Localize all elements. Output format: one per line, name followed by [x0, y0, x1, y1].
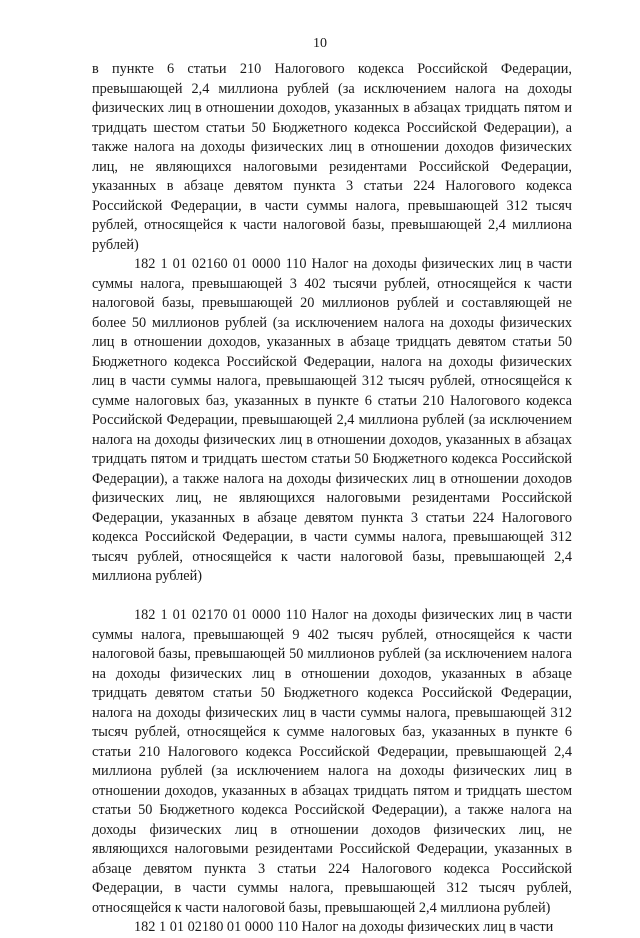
- paragraph-spacer: [92, 587, 572, 607]
- paragraph-kbk-02170: 182 1 01 02170 01 0000 110 Налог на доходы физических лиц в части суммы налога, превышающей 9 402 тысяч рублей, относящейся к части налоговой базы, превышающей 50 миллионов рублей (за исключением налога на доходы физических лиц в отношении доходов, указанных в абзаце тридцать девятом статьи 50 Бюджетного кодекса Российской Федерации, налога на доходы физических лиц в части суммы налога, превышающей 312 тысяч рублей, относящейся к сумме налоговых баз, указанных в пункте 6 статьи 210 Налогового кодекса Российской Федерации, превышающей 2,4 миллиона рублей (за исключением налога на доходы физических лиц в отношении доходов, указанных в абзацах тридцать пятом и тридцать шестом статьи 50 Бюджетного кодекса Российской Федерации), а также налога на доходы физических лиц в отношении доходов физических лиц, не являющихся налоговыми резидентами Российской Федерации, указанных в абзаце девятом пункта 3 статьи 224 Налогового кодекса Российской Федерации, в части суммы налога, превышающей 312 тысяч рублей, относящейся к части налоговой базы, превышающей 2,4 миллиона рублей): [92, 607, 572, 916]
- document-body: [92, 60, 572, 938]
- paragraph-continuation: в пункте 6 статьи 210 Налогового кодекса Российской Федерации, превышающей 2,4 миллиона рублей (за исключением налога на доходы физических лиц в отношении доходов, указанных в абзацах тридцать пятом и тридцать шестом статьи 50 Бюджетного кодекса Российской Федерации), а также налога на доходы физических лиц в отношении доходов физических лиц, не являющихся налоговыми резидентами Российской Федерации, указанных в абзаце девятом пункта 3 статьи 224 Налогового кодекса Российской Федерации, в части суммы налога, превышающей 312 тысяч рублей, относящейся к части налоговой базы, превышающей 2,4 миллиона рублей): [92, 61, 572, 253]
- paragraph-kbk-02180: 182 1 01 02180 01 0000 110 Налог на доходы физических лиц в части: [134, 919, 554, 935]
- page-number: 10: [313, 36, 327, 51]
- paragraph-kbk-02160: 182 1 01 02160 01 0000 110 Налог на доходы физических лиц в части суммы налога, превышающей 3 402 тысячи рублей, относящейся к части налоговой базы, превышающей 20 миллионов рублей и составляющей не более 50 миллионов рублей (за исключением налога на доходы физических лиц в отношении доходов, указанных в абзаце тридцать девятом статьи 50 Бюджетного кодекса Российской Федерации, налога на доходы физических лиц в части суммы налога, превышающей 312 тысяч рублей, относящейся к сумме налоговых баз, указанных в пункте 6 статьи 210 Налогового кодекса Российской Федерации, превышающей 2,4 миллиона рублей (за исключением налога на доходы физических лиц в отношении доходов, указанных в абзацах тридцать пятом и тридцать шестом статьи 50 Бюджетного кодекса Российской Федерации), а также налога на доходы физических лиц в отношении доходов физических лиц, не являющихся налоговыми резидентами Российской Федерации, указанных в абзаце девятом пункта 3 статьи 224 Налогового кодекса Российской Федерации, в части суммы налога, превышающей 312 тысяч рублей, относящейся к части налоговой базы, превышающей 2,4 миллиона рублей): [92, 256, 572, 584]
